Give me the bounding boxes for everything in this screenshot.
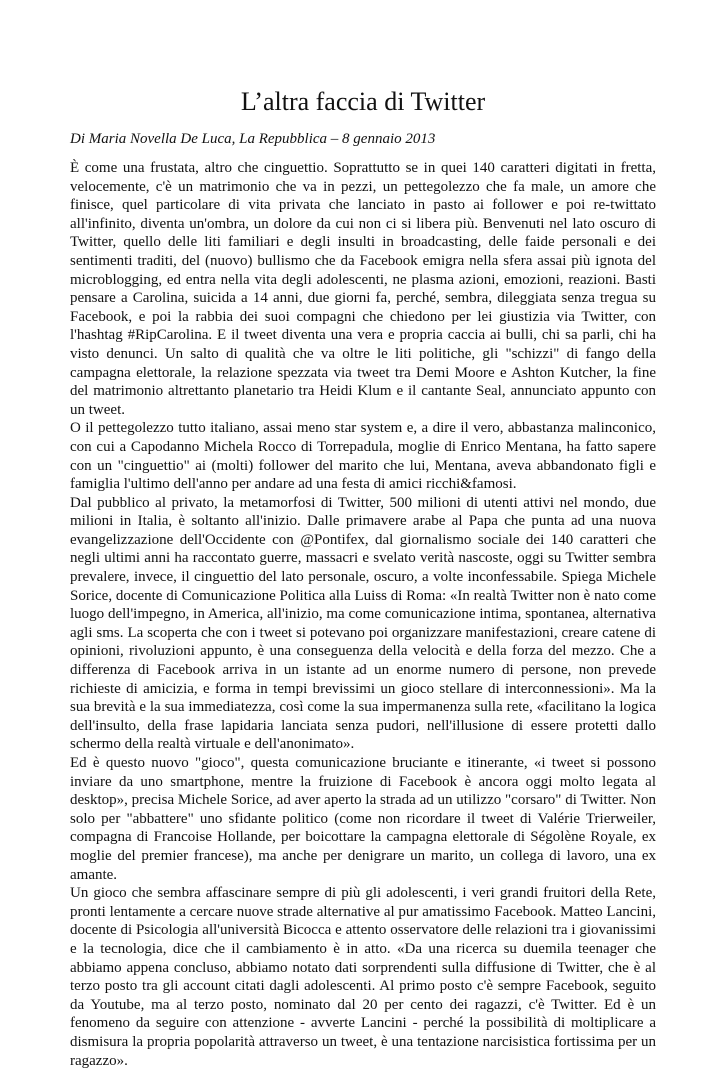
article <box>70 86 656 1070</box>
article-byline: Di Maria Novella De Luca, La Repubblica – 8 gennaio 2013 <box>70 131 436 147</box>
article-title: L’altra faccia di Twitter <box>240 87 486 116</box>
article-paragraph: Dal pubblico al privato, la metamorfosi di Twitter, 500 milioni di utenti attivi nel mondo, due milioni in Italia, è soltanto all'inizio. Dalle primavere arabe al Papa che punta ad una nuova evangelizzazione dell'Occidente con @Pontifex, dal giornalismo sociale dei 140 caratteri che negli ultimi anni ha raccontato guerre, massacri e svelato verità nascoste, oggi su Twitter sembra prevalere, invece, il cinguettio del lato personale, oscuro, a volte inconfessabile. Spiega Michele Sorice, docente di Comunicazione Politica alla Luiss di Roma: «In realtà Twitter non è nato come luogo dell'impegno, in America, all'inizio, ma come comunicazione intima, spontanea, alternativa agli sms. La scoperta che con i tweet si potevano poi organizzare manifestazioni, creare catene di opinioni, rivoluzioni appunto, è una conseguenza della velocità e della forza del mezzo. Che a differenza di Facebook arriva in un istante ad un enorme numero di persone, non prevede richieste di amicizia, e forma in tempi brevissimi un gioco stellare di interconnessioni». Ma la sua brevità e la sua immediatezza, così come la sua impermanenza sulla rete, «facilitano la logica dell'insulto, della frase lapidaria lanciata senza pudori, nell'illusione di essere protetti dallo schermo della realtà virtuale e dell'anonimato». <box>70 494 657 753</box>
article-paragraph: O il pettegolezzo tutto italiano, assai meno star system e, a dire il vero, abbastanza malinconico, con cui a Capodanno Michela Rocco di Torrepadula, moglie di Enrico Mentana, ha fatto sapere con un "cinguettio" ai (molti) follower del marito che lui, Mentana, aveva abbandonato figli e famiglia l'ultimo dell'anno per andare ad una festa di amici ricchi&famosi. <box>70 420 656 493</box>
article-paragraph: Un gioco che sembra affascinare sempre di più gli adolescenti, i veri grandi fruitori della Rete, pronti lentamente a cercare nuove strade alternative al pur amatissimo Facebook. Matteo Lancini, docente di Psicologia all'università Bicocca e attento osservatore delle relazioni tra i giovanissimi e la tecnologia, dice che il cambiamento è in atto. «Da una ricerca su duemila teenager che abbiamo appena concluso, abbiamo notato dati sorprendenti sulla diffusione di Twitter, che è al terzo posto tra gli account citati dagli adolescenti. Al primo posto c'è sempre Facebook, seguito da Youtube, ma al terzo posto, nominato dal 20 per cento dei ragazzi, c'è Twitter. Ed è un fenomeno da seguire con attenzione - avverte Lancini - perché la possibilità di moltiplicare a dismisura la propria popolarità attraverso un tweet, è una tentazione narcisistica fortissima per un ragazzo». <box>70 885 656 1069</box>
article-paragraph: È come una frustata, altro che cinguettio. Soprattutto se in quei 140 caratteri digitati in fretta, velocemente, c'è un matrimonio che va in pezzi, un pettegolezzo che fa male, un amore che finisce, quel particolare di vita privata che lanciato in pasto ai follower e poi re-twittato all'infinito, diventa un'ombra, un dolore da cui non ci si libera più. Benvenuti nel lato oscuro di Twitter, quello delle liti familiari e degli insulti in broadcasting, delle faide personali e dei sentimenti traditi, del (nuovo) bullismo che da Facebook emigra nella sfera assai più ignota del microblogging, ed entra nella vita degli adolescenti, ne plasma azioni, emozioni, reazioni. Basti pensare a Carolina, suicida a 14 anni, due giorni fa, perché, sembra, dileggiata senza tregua su Facebook, e poi la rabbia dei suoi compagni che chiedono per lei giustizia via Twitter, con l'hashtag #RipCarolina. E il tweet diventa una vera e propria caccia ai bulli, chi sa parli, chi ha visto denunci. Un salto di qualità che va oltre le liti politiche, gli "schizzi" di fango della campagna elettorale, la relazione spezzata via tweet tra Demi Moore e Ashton Kutcher, la fine del matrimonio altrettanto planetario tra Heidi Klum e il cantante Seal, annunciato appunto con un tweet. <box>70 160 656 418</box>
article-paragraph: Ed è questo nuovo "gioco", questa comunicazione bruciante e itinerante, «i tweet si possono inviare da uno smartphone, mentre la fruizione di Facebook è ancora oggi molto legata al desktop», precisa Michele Sorice, ad aver aperto la strada ad un utilizzo "corsaro" di Twitter. Non solo per "abbattere" uno sfidante politico (come non ricordare il tweet di Valérie Trierweiler, compagna di Francoise Hollande, per boicottare la campagna elettorale di Ségolène Royale, ex moglie del premier francese), ma anche per denigrare un marito, un collega di lavoro, una ex amante. <box>70 755 656 883</box>
